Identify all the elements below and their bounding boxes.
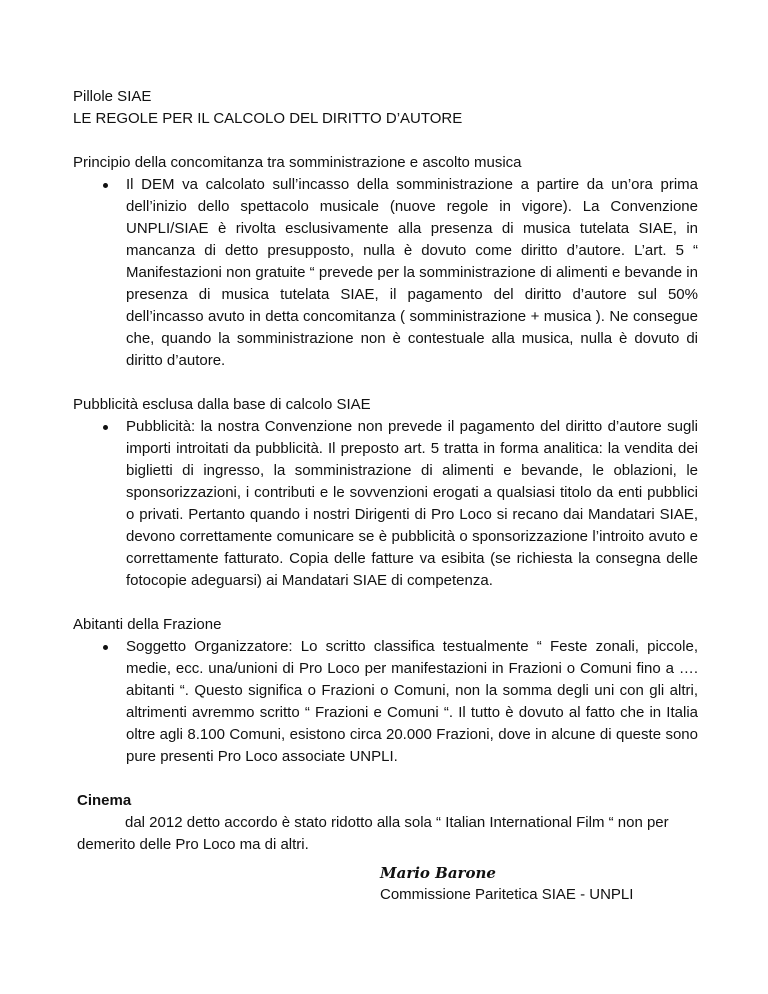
bullet-list: [73, 636, 698, 768]
signature-name: Mario Barone: [380, 864, 496, 882]
section-cinema: [73, 790, 698, 856]
bullet-list: [73, 174, 698, 372]
bullet-dot-icon: [103, 183, 108, 188]
list-item-text: Il DEM va calcolato sull’incasso della somministrazione a partire da un’ora prima dell’inizio dello spettacolo musicale (nuove regole in vigore). La Convenzione UNPLI/SIAE è rivolta esclusivamente alla presenza di musica tutelata SIAE, in mancanza di detto presupposto, nulla è dovuto come diritto d’autore. L’art. 5 “ Manifestazioni non gratuite “ prevede per la somministrazione di alimenti e bevande in presenza di musica tutelata SIAE, il pagamento del diritto d’autore sul 50% dell’incasso avuto in detta concomitanza ( somministrazione + musica ). Ne consegue che, quando la somministrazione non è contestuale alla musica, nulla è dovuto di diritto d’autore.: [126, 176, 698, 369]
cinema-title: Cinema: [77, 792, 132, 809]
section-title: Principio della concomitanza tra somministrazione e ascolto musica: [73, 154, 522, 171]
signature-role: Commissione Paritetica SIAE - UNPLI: [380, 886, 634, 903]
section-pubblicita: [73, 394, 698, 592]
signature-block: [380, 862, 710, 906]
cinema-text: dal 2012 detto accordo è stato ridotto alla sola “ Italian International Film “ non per demerito delle Pro Loco ma di altri.: [77, 814, 669, 853]
document-header: [73, 86, 698, 130]
list-item: [73, 416, 698, 592]
section-title: Abitanti della Frazione: [73, 616, 222, 633]
section-abitanti: [73, 614, 698, 768]
document-body: [73, 86, 698, 856]
bullet-dot-icon: [103, 425, 108, 430]
list-item: [73, 174, 698, 372]
list-item: [73, 636, 698, 768]
section-concomitanza: [73, 152, 698, 372]
bullet-list: [73, 416, 698, 592]
bullet-dot-icon: [103, 645, 108, 650]
header-line-1: Pillole SIAE: [73, 88, 152, 105]
header-line-2: LE REGOLE PER IL CALCOLO DEL DIRITTO D’AUTORE: [73, 110, 463, 127]
list-item-text: Soggetto Organizzatore: Lo scritto classifica testualmente “ Feste zonali, piccole, medie, ecc. una/unioni di Pro Loco per manifestazioni in Frazioni o Comuni fino a …. abitanti “. Questo significa o Frazioni o Comuni, non la somma degli uni con gli altri, altrimenti avremmo scritto “ Frazioni e Comuni “. Il tutto è dovuto al fatto che in Italia oltre agli 8.100 Comuni, esistono circa 20.000 Frazioni, dove in alcune di queste sono pure presenti Pro Loco associate UNPLI.: [126, 638, 698, 765]
list-item-text: Pubblicità: la nostra Convenzione non prevede il pagamento del diritto d’autore sugli importi introitati da pubblicità. Il preposto art. 5 tratta in forma analitica: la vendita dei biglietti di ingresso, la somministrazione di alimenti e bevande, le oblazioni, le sponsorizzazioni, i contributi e le sovvenzioni erogati a qualsiasi titolo da enti pubblici o privati. Pertanto quando i nostri Dirigenti di Pro Loco si recano dai Mandatari SIAE, devono correttamente comunicare se è pubblicità o sponsorizzazione l’introito avuto e correttamente fatturato. Copia delle fatture va esibita (se richiesta la consegna delle fotocopie adeguarsi) ai Mandatari SIAE di competenza.: [126, 418, 698, 589]
section-title: Pubblicità esclusa dalla base di calcolo SIAE: [73, 396, 371, 413]
